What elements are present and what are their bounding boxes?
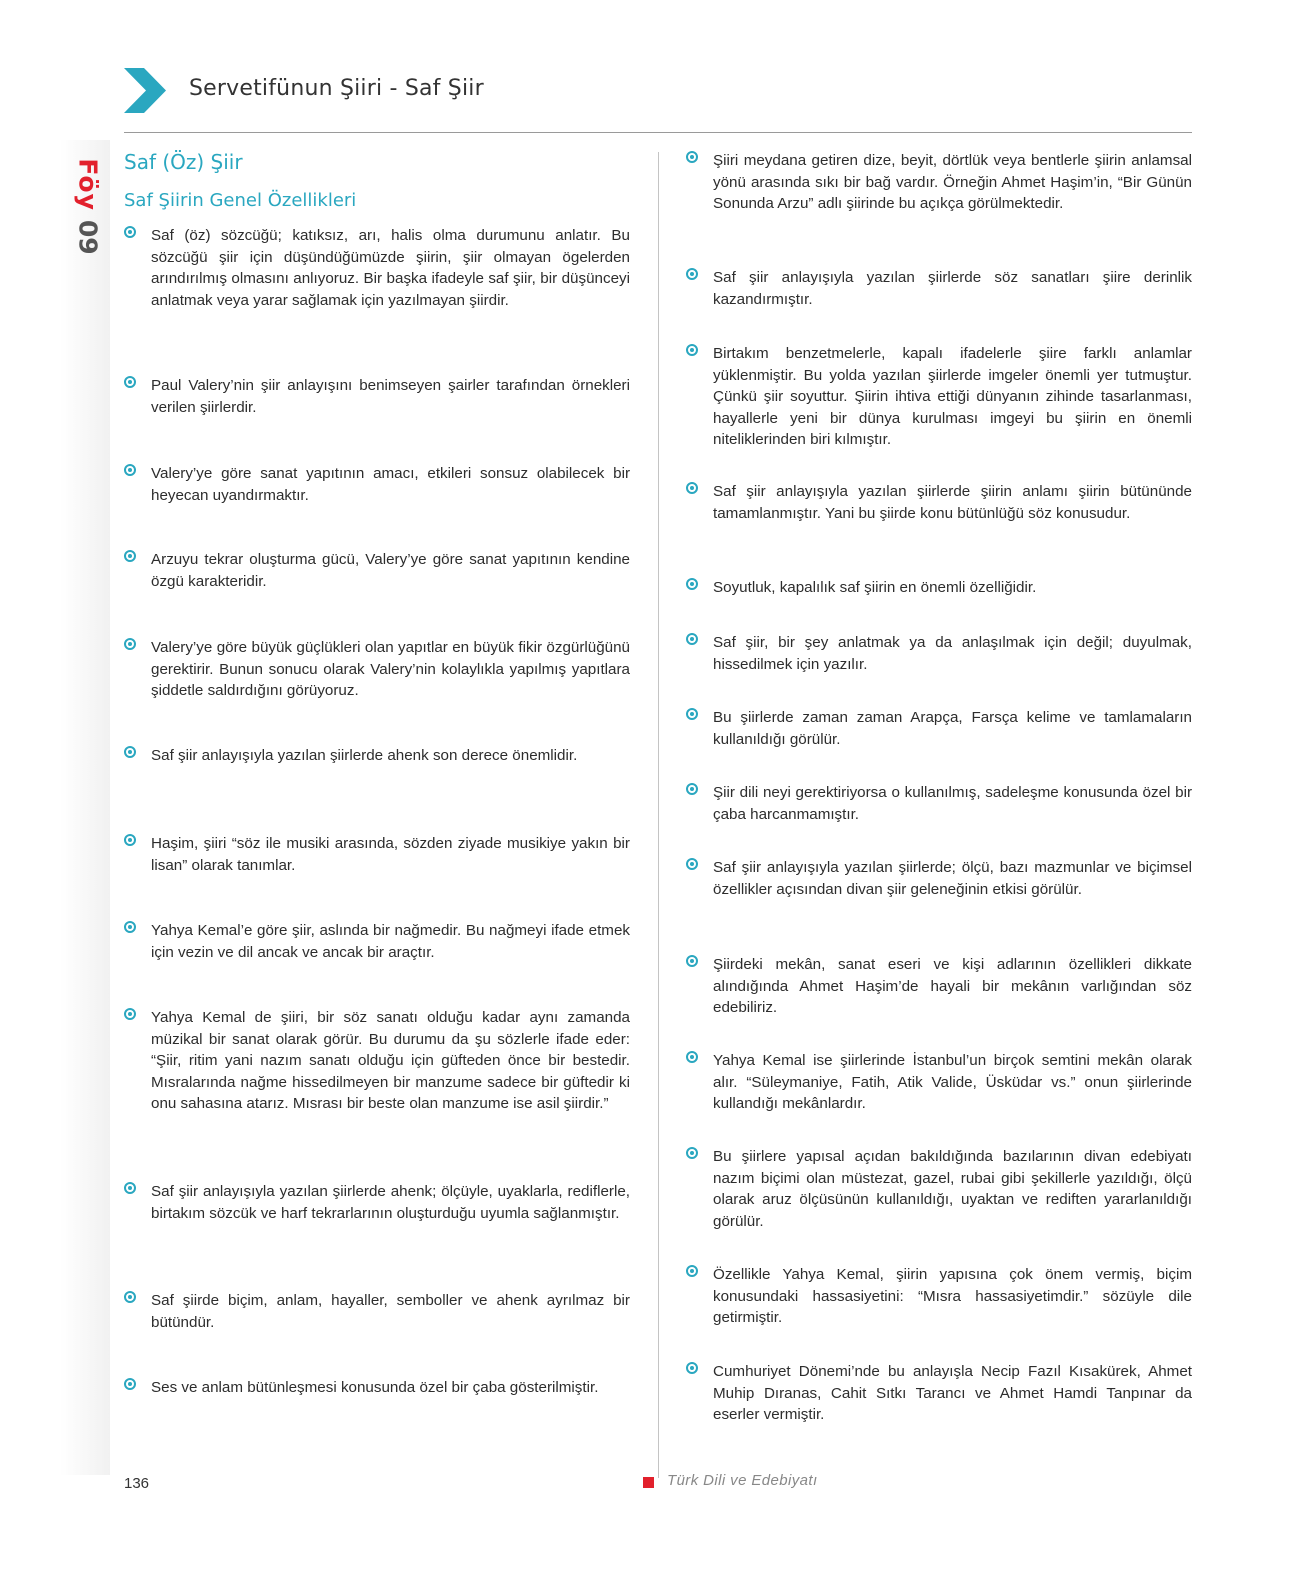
circle-bullet-icon [686, 482, 698, 494]
list-item-text: Özellikle Yahya Kemal, şiirin yapısına çok önem vermiş, biçim konusundaki hassasiyetini: “Mısra hassasiyetimdir.” sözüyle dile getirmiştir. [713, 1266, 1192, 1326]
list-item-text: Şiiri meydana getiren dize, beyit, dörtlük veya bentlerle şiirin anlamsal yönü arasında sıkı bir bağ vardır. Örneğin Ahmet Haşim’in, “Bir Günün Sonunda Arzu” adlı şiirinde bu açıkça görülmektedir. [713, 152, 1192, 212]
list-item [124, 463, 630, 506]
list-item [686, 1361, 1192, 1426]
circle-bullet-icon [686, 708, 698, 720]
circle-bullet-icon [124, 226, 136, 238]
section-subtitle: Saf Şiirin Genel Özellikleri [124, 190, 357, 211]
circle-bullet-icon [686, 344, 698, 356]
list-item-text: Bu şiirlerde zaman zaman Arapça, Farsça kelime ve tamlamaların kullanıldığı görülür. [713, 709, 1192, 748]
list-item [124, 1181, 630, 1224]
list-item [686, 632, 1192, 675]
list-item-text: Saf şiir anlayışıyla yazılan şiirlerde ahenk son derece önemlidir. [151, 747, 578, 764]
list-item [124, 1007, 630, 1115]
list-item [686, 857, 1192, 900]
list-item [124, 637, 630, 702]
list-item [686, 707, 1192, 750]
circle-bullet-icon [686, 268, 698, 280]
chapter-badge-label: Föy [73, 157, 103, 211]
header-divider [124, 132, 1192, 133]
list-item [686, 954, 1192, 1019]
list-item-text: Yahya Kemal de şiiri, bir söz sanatı olduğu kadar aynı zamanda müzikal bir sanat olarak görür. Bu durumu da şu sözlerle ifade eder: “Şiir, ritim yani nazım sanatı olduğu için güfteden önce bir bestedir. Mısralarında nağme hissedilmeyen bir manzume sadece bir güftedir ki onu sahasına atarız. Mısrası bir beste olan manzume ise asil şiirdir.” [151, 1009, 630, 1112]
list-item-text: Birtakım benzetmelerle, kapalı ifadelerle şiire farklı anlamlar yüklenmiştir. Bu yolda yazılan şiirlerde imgeler önemli yer tutmuştur. Çünkü şiir soyuttur. Şiirin ihtiva ettiği dünyanın zihinde tasarlanması, hayallerle yeni bir dünya kurulması imgeyi bu şiirin en önemli niteliklerinden biri kılmıştır. [713, 345, 1192, 448]
list-item-text: Şiirdeki mekân, sanat eseri ve kişi adlarının özellikleri dikkate alındığında Ahmet Haşim’de hayali bir mekânın varlığından söz edebiliriz. [713, 956, 1192, 1016]
list-item [686, 1146, 1192, 1232]
circle-bullet-icon [124, 1182, 136, 1194]
circle-bullet-icon [124, 1008, 136, 1020]
list-item-text: Soyutluk, kapalılık saf şiirin en önemli özelliğidir. [713, 579, 1037, 596]
circle-bullet-icon [686, 1362, 698, 1374]
circle-bullet-icon [686, 1051, 698, 1063]
list-item-text: Ses ve anlam bütünleşmesi konusunda özel bir çaba gösterilmiştir. [151, 1379, 599, 1396]
circle-bullet-icon [124, 1291, 136, 1303]
list-item [686, 782, 1192, 825]
list-item [686, 150, 1192, 215]
circle-bullet-icon [124, 746, 136, 758]
list-item [124, 549, 630, 592]
list-item-text: Saf şiir anlayışıyla yazılan şiirlerde söz sanatları şiire derinlik kazandırmıştır. [713, 269, 1192, 308]
circle-bullet-icon [124, 638, 136, 650]
list-item-text: Haşim, şiiri “söz ile musiki arasında, sözden ziyade musikiye yakın bir lisan” olarak tanımlar. [151, 835, 630, 874]
list-item [124, 833, 630, 876]
circle-bullet-icon [686, 955, 698, 967]
list-item-text: Yahya Kemal’e göre şiir, aslında bir nağmedir. Bu nağmeyi ifade etmek için vezin ve dil ancak ve ancak bir araçtır. [151, 922, 630, 961]
list-item-text: Paul Valery’nin şiir anlayışını benimseyen şairler tarafından örnekleri verilen şiirlerdir. [151, 377, 630, 416]
list-item [124, 1377, 630, 1399]
footer-book-title: Türk Dili ve Edebiyatı [667, 1472, 818, 1489]
list-item-text: Saf şiir anlayışıyla yazılan şiirlerde ahenk; ölçüyle, uyaklarla, rediflerle, birtakım sözcük ve harf tekrarlarının oluşturduğu uyumla sağlanmıştır. [151, 1183, 630, 1222]
list-item-text: Saf şiirde biçim, anlam, hayaller, semboller ve ahenk ayrılmaz bir bütündür. [151, 1292, 630, 1331]
list-item-text: Cumhuriyet Dönemi’nde bu anlayışla Necip Fazıl Kısakürek, Ahmet Muhip Dıranas, Cahit Sıtkı Tarancı ve Ahmet Hamdi Tanpınar da eserler vermiştir. [713, 1363, 1192, 1423]
list-item-text: Saf şiir anlayışıyla yazılan şiirlerde; ölçü, bazı mazmunlar ve biçimsel özellikler açısından divan şiir geleneğinin etkisi görülür. [713, 859, 1192, 898]
list-item [686, 267, 1192, 310]
list-item [686, 343, 1192, 451]
list-item-text: Saf (öz) sözcüğü; katıksız, arı, halis olma durumunu anlatır. Bu sözcüğü şiir için düşündüğümüzde şiirin, şiir olmayan ögelerden arındırılmış olmasını anlıyoruz. Bir başka ifadeyle saf şiir, bir düşünceyi anlatmak veya yarar sağlamak için yazılmayan şiirdir. [151, 227, 630, 309]
circle-bullet-icon [686, 1265, 698, 1277]
side-margin-shade [60, 140, 110, 1475]
chapter-badge-number: 09 [73, 219, 103, 255]
circle-bullet-icon [686, 151, 698, 163]
list-item [124, 920, 630, 963]
circle-bullet-icon [124, 464, 136, 476]
section-title: Saf (Öz) Şiir [124, 150, 243, 174]
list-item-text: Bu şiirlere yapısal açıdan bakıldığında bazılarının divan edebiyatı nazım biçimi olan müstezat, gazel, rubai gibi şekillerle yazıldığı, ölçü olarak aruz ölçüsünün kullanıldığı, uyaktan ve rediften yararlanıldığı görülür. [713, 1148, 1192, 1230]
circle-bullet-icon [686, 783, 698, 795]
footer-square-icon [643, 1477, 654, 1488]
list-item [124, 745, 630, 767]
page-number: 136 [124, 1475, 150, 1492]
circle-bullet-icon [686, 578, 698, 590]
circle-bullet-icon [686, 1147, 698, 1159]
list-item [686, 1050, 1192, 1115]
list-item-text: Yahya Kemal ise şiirlerinde İstanbul’un birçok semtini mekân olarak alır. “Süleymaniye, Fatih, Atik Valide, Üsküdar vs.” onun şiirlerinde kullandığı mekânlardır. [713, 1052, 1192, 1112]
circle-bullet-icon [686, 633, 698, 645]
list-item-text: Valery’ye göre sanat yapıtının amacı, etkileri sonsuz olabilecek bir heyecan uyandırmaktır. [151, 465, 630, 504]
circle-bullet-icon [124, 921, 136, 933]
list-item-text: Saf şiir, bir şey anlatmak ya da anlaşılmak için değil; duyulmak, hissedilmek için yazılır. [713, 634, 1192, 673]
circle-bullet-icon [686, 858, 698, 870]
list-item [686, 1264, 1192, 1329]
chevron-right-icon [124, 68, 166, 113]
list-item [124, 375, 630, 418]
column-divider [658, 152, 659, 1478]
list-item [124, 1290, 630, 1333]
list-item-text: Şiir dili neyi gerektiriyorsa o kullanılmış, sadeleşme konusunda özel bir çaba harcanmamıştır. [713, 784, 1192, 823]
list-item-text: Arzuyu tekrar oluşturma gücü, Valery’ye göre sanat yapıtının kendine özgü karakteridir. [151, 551, 630, 590]
chapter-badge [62, 155, 114, 257]
circle-bullet-icon [124, 834, 136, 846]
list-item [686, 481, 1192, 524]
list-item [124, 225, 630, 311]
circle-bullet-icon [124, 1378, 136, 1390]
list-item-text: Saf şiir anlayışıyla yazılan şiirlerde şiirin anlamı şiirin bütününde tamamlanmıştır. Yani bu şiirde konu bütünlüğü söz konusudur. [713, 483, 1192, 522]
list-item-text: Valery’ye göre büyük güçlükleri olan yapıtlar en büyük fikir özgürlüğünü gerektirir. Bunun sonucu olarak Valery’nin kolaylıkla yapılmış yapıtlara şiddetle saldırdığını görüyoruz. [151, 639, 630, 699]
circle-bullet-icon [124, 550, 136, 562]
list-item [686, 577, 1192, 599]
circle-bullet-icon [124, 376, 136, 388]
page-header-title: Servetifünun Şiiri - Saf Şiir [189, 76, 484, 101]
